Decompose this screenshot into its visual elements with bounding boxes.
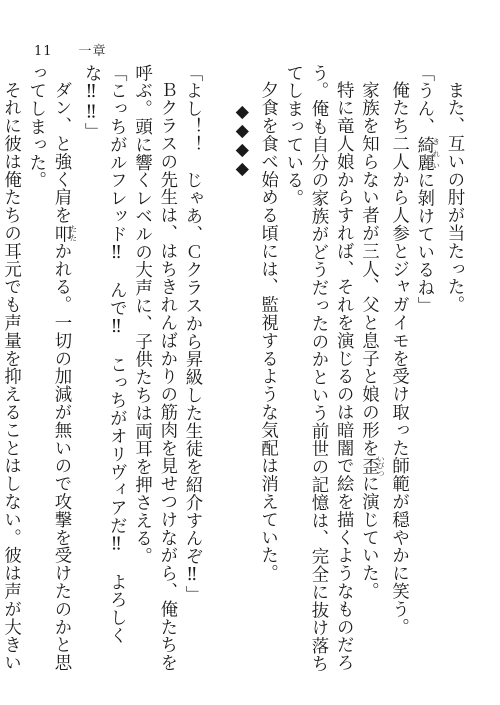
- paragraph: それに彼は俺たちの耳元でも声量を抑えることはしない。彼は声が大きい: [0, 81, 21, 673]
- paragraph: 「こっちがルフレッド‼ んで‼ こっちがオリヴィアだ‼ よろしくな‼‼」: [81, 64, 127, 645]
- paragraph: ダン、と強く肩を叩たたかれる。一切の加減が無いので攻撃を受けたのかと思ってしまった。: [25, 64, 79, 673]
- paragraph: 俺たち二人から人参とジャガイモを受け取った師範が穏やかに笑う。: [388, 81, 409, 637]
- paragraph: 「よし！！ じゃあ、Ｃクラスから昇級した生徒を紹介すんぞ‼」: [181, 64, 202, 604]
- blank-line: [204, 64, 229, 674]
- paragraph: また、互いの肘が当たった。: [444, 81, 464, 315]
- paragraph: 特に竜人娘からすれば、それを演じるのは暗闇で絵を描くようなものだろう。俺も自分の家族がどうだったのかという前世の記憶は、完全に抜け落ちてしまっている。: [282, 64, 354, 673]
- paragraph: 夕食を食べ始める頃には、監視するような気配は消えていた。: [257, 81, 278, 583]
- chapter-title: 一章: [78, 44, 107, 59]
- page-number: 11: [34, 44, 53, 59]
- paragraph: 家族を知らない者が三人、父と息子と娘の形を歪いびつに演じていた。: [358, 81, 386, 601]
- scene-separator: ◆◆◆◆: [232, 102, 253, 179]
- page-header: [34, 40, 107, 59]
- paragraph: Ｂクラスの先生は、はちきれんばかりの筋肉を見せつけながら、俺たちを呼ぶ。頭に響くレベルの大声に、子供たちは両耳を押さえる。: [131, 64, 177, 673]
- body-text: [0, 64, 466, 674]
- paragraph: 「うん、綺麗きれいに剝けているね」: [413, 64, 442, 315]
